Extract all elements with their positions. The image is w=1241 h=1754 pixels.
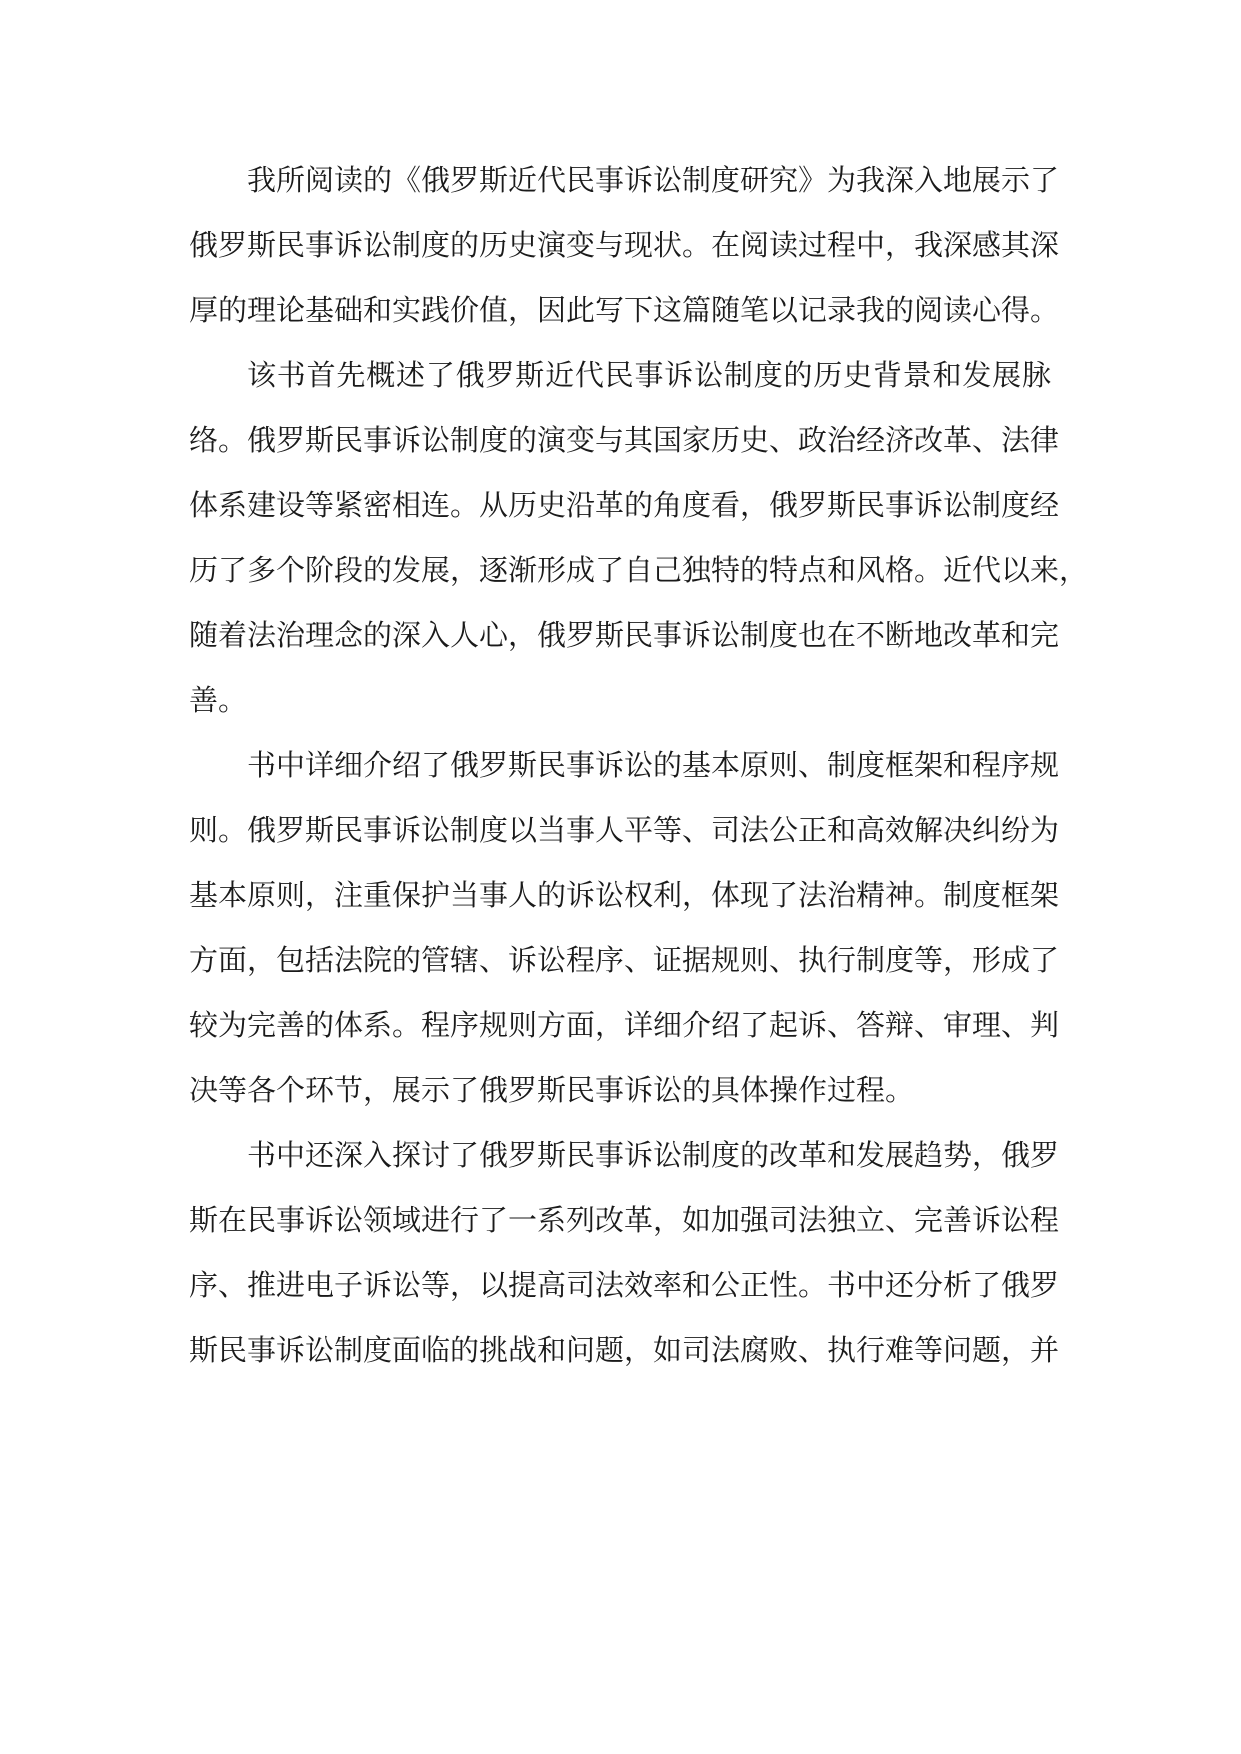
paragraph-line: 历了多个阶段的发展，逐渐形成了自己独特的特点和风格。近代以来， bbox=[189, 553, 1089, 587]
paragraph-line: 决等各个环节，展示了俄罗斯民事诉讼的具体操作过程。 bbox=[189, 1073, 915, 1107]
paragraph-2 bbox=[189, 343, 1089, 733]
paragraph-line: 俄罗斯民事诉讼制度的历史演变与现状。在阅读过程中，我深感其深 bbox=[189, 228, 1060, 262]
paragraph-line: 方面，包括法院的管辖、诉讼程序、证据规则、执行制度等，形成了 bbox=[189, 943, 1060, 977]
paragraph-line: 体系建设等紧密相连。从历史沿革的角度看，俄罗斯民事诉讼制度经 bbox=[189, 488, 1060, 522]
paragraph-line: 随着法治理念的深入人心，俄罗斯民事诉讼制度也在不断地改革和完 bbox=[189, 618, 1060, 652]
paragraph-line: 斯民事诉讼制度面临的挑战和问题，如司法腐败、执行难等问题，并 bbox=[189, 1333, 1060, 1367]
paragraph-line: 我所阅读的《俄罗斯近代民事诉讼制度研究》为我深入地展示了 bbox=[247, 163, 1060, 197]
paragraph-1 bbox=[189, 148, 1060, 343]
paragraph-line: 书中还深入探讨了俄罗斯民事诉讼制度的改革和发展趋势，俄罗 bbox=[247, 1138, 1060, 1172]
paragraph-line: 善。 bbox=[189, 683, 248, 717]
paragraph-line: 较为完善的体系。程序规则方面，详细介绍了起诉、答辩、审理、判 bbox=[189, 1008, 1060, 1042]
paragraph-line: 斯在民事诉讼领域进行了一系列改革，如加强司法独立、完善诉讼程 bbox=[189, 1203, 1060, 1237]
paragraph-4 bbox=[189, 1123, 1060, 1383]
paragraph-line: 基本原则，注重保护当事人的诉讼权利，体现了法治精神。制度框架 bbox=[189, 878, 1060, 912]
paragraph-line: 厚的理论基础和实践价值，因此写下这篇随笔以记录我的阅读心得。 bbox=[189, 293, 1060, 327]
paragraph-line: 书中详细介绍了俄罗斯民事诉讼的基本原则、制度框架和程序规 bbox=[247, 748, 1060, 782]
document-body bbox=[189, 148, 1089, 1383]
paragraph-line: 则。俄罗斯民事诉讼制度以当事人平等、司法公正和高效解决纠纷为 bbox=[189, 813, 1060, 847]
paragraph-3 bbox=[189, 733, 1060, 1123]
paragraph-line: 序、推进电子诉讼等，以提高司法效率和公正性。书中还分析了俄罗 bbox=[189, 1268, 1060, 1302]
paragraph-line: 该书首先概述了俄罗斯近代民事诉讼制度的历史背景和发展脉 bbox=[247, 358, 1051, 392]
paragraph-line: 络。俄罗斯民事诉讼制度的演变与其国家历史、政治经济改革、法律 bbox=[189, 423, 1060, 457]
